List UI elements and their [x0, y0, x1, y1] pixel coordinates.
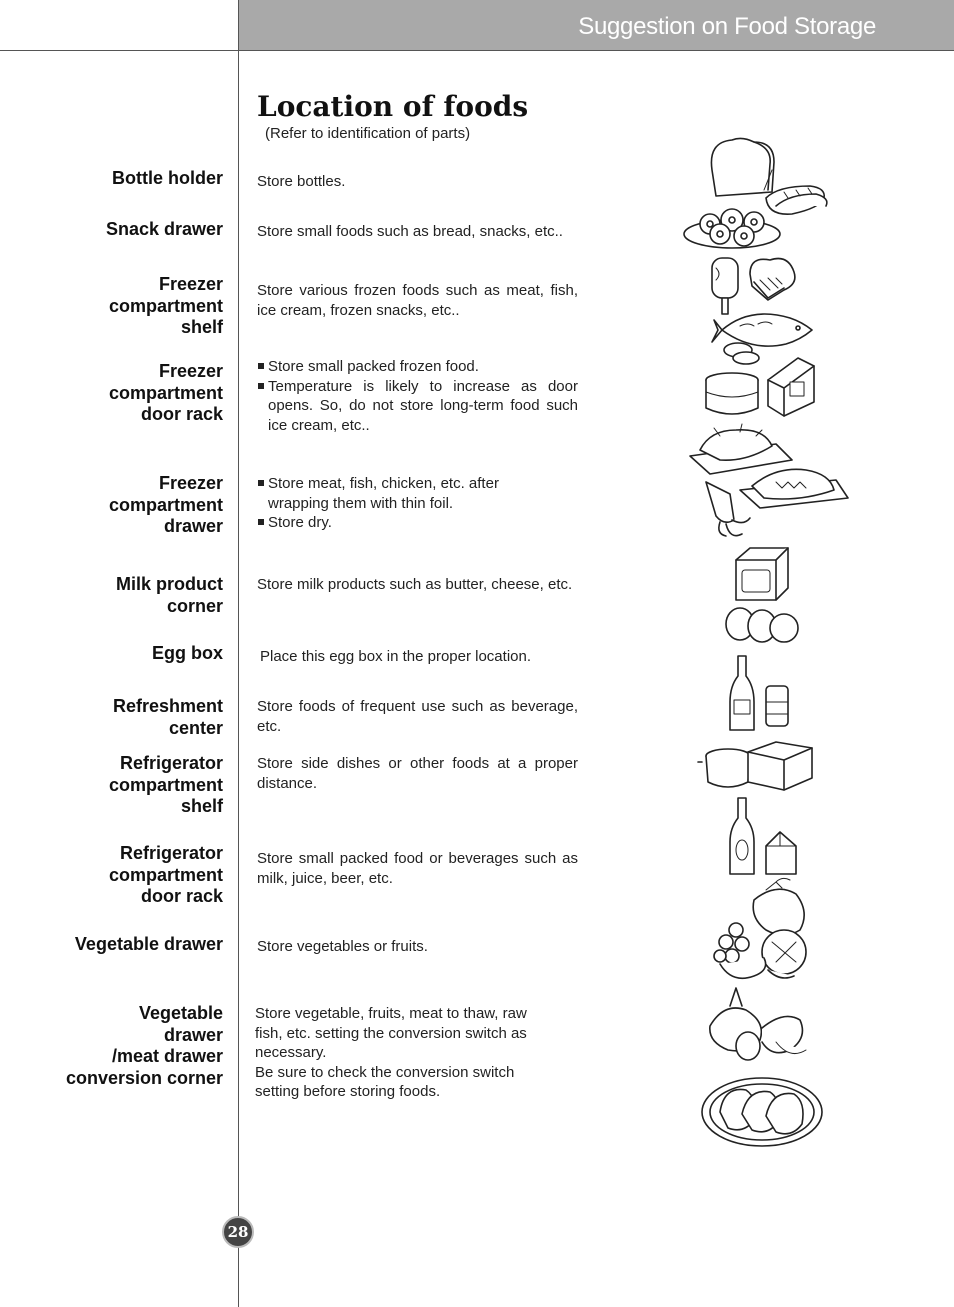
donut-plate-icon	[684, 209, 780, 248]
row-desc-refrigerator-shelf	[257, 754, 578, 793]
row-label-refrigerator-door-rack: Refrigerator compartment door rack	[108, 843, 223, 906]
row-label-snack-drawer: Snack drawer	[105, 219, 223, 239]
row-desc-milk-product-corner	[257, 575, 578, 595]
row-desc-egg-box	[260, 647, 581, 667]
desc-line: Store various frozen foods such as meat, fish, ice cream, frozen snacks, etc..	[257, 282, 578, 319]
bread-icon	[711, 138, 774, 196]
desc-line: Store small packed food or beverages such as milk, juice, beer, etc.	[257, 850, 578, 887]
bullet-item: Store meat, fish, chicken, etc. after wrapping them with thin foil.	[257, 474, 527, 513]
desc-line: Store foods of frequent use such as beverage, etc.	[257, 698, 578, 735]
row-label-freezer-shelf: Freezer compartment shelf	[108, 274, 223, 337]
desc-line: Store milk products such as butter, cheese, etc.	[257, 576, 573, 593]
food-illustrations	[680, 130, 860, 1160]
butter-icon	[736, 548, 788, 600]
food-container-icon	[748, 742, 812, 790]
row-label-refreshment-center: Refreshment center	[112, 696, 223, 738]
desc-line: Be sure to check the conversion switch setting before storing foods.	[255, 1063, 515, 1100]
row-label-milk-product-corner: Milk product corner	[116, 574, 223, 616]
baguette-icon	[766, 186, 827, 214]
bullet-item: Store dry.	[257, 513, 527, 533]
row-label-vegetable-drawer: Vegetable drawer	[74, 934, 223, 954]
page-subtitle: (Refer to identification of parts)	[265, 125, 471, 142]
header-title: Suggestion on Food Storage	[578, 13, 876, 40]
egg-icon	[726, 608, 798, 642]
desc-line: Store side dishes or other foods at a proper distance.	[257, 755, 578, 792]
ice-cream-cone-icon	[750, 259, 795, 301]
desc-line: Place this egg box in the proper location.	[260, 648, 532, 665]
row-desc-freezer-door-rack	[257, 357, 578, 435]
row-label-refrigerator-shelf: Refrigerator compartment shelf	[108, 753, 223, 816]
row-desc-refrigerator-door-rack	[257, 849, 578, 888]
row-label-bottle-holder: Bottle holder	[112, 168, 223, 188]
milk-bottle-icon	[730, 798, 754, 874]
desc-line: Store vegetable, fruits, meat to thaw, raw fish, etc. setting the conversion switch as necessary.	[255, 1005, 527, 1061]
frozen-box-icon	[768, 358, 814, 416]
row-desc-conversion-corner	[255, 1004, 555, 1102]
can-icon	[766, 686, 788, 726]
row-desc-refreshment-center	[257, 697, 578, 736]
row-desc-freezer-shelf	[257, 281, 578, 320]
milk-carton-icon	[766, 832, 796, 874]
bottle-icon	[730, 656, 754, 730]
header-rule	[0, 50, 954, 51]
row-label-freezer-door-rack: Freezer compartment door rack	[108, 361, 223, 424]
wrapped-fish-icon	[740, 469, 848, 508]
row-desc-freezer-drawer	[257, 474, 527, 533]
header-band	[239, 0, 954, 50]
desc-line: Store vegetables or fruits.	[257, 938, 428, 955]
desc-line: Store bottles.	[257, 173, 346, 190]
clam-icon	[724, 343, 759, 364]
desc-line: Store small foods such as bread, snacks, etc..	[257, 223, 563, 240]
row-label-egg-box: Egg box	[152, 643, 223, 663]
row-label-conversion-corner: Vegetable drawer /meat drawer conversion corner	[65, 1003, 223, 1088]
meat-plate-icon	[702, 1078, 822, 1146]
page-number: 28	[222, 1216, 254, 1248]
ice-cream-bar-icon	[712, 258, 738, 314]
row-desc-vegetable-drawer	[257, 937, 578, 957]
onion-garlic-icon	[710, 988, 806, 1060]
page-title: Location of foods	[257, 90, 529, 123]
row-label-freezer-drawer: Freezer compartment drawer	[108, 473, 223, 536]
bullet-item: Temperature is likely to increase as door opens. So, do not store long-term food such ice cream, etc..	[257, 377, 578, 436]
vertical-rule	[238, 0, 239, 1307]
row-desc-snack-drawer	[257, 222, 578, 242]
tin-can-icon	[706, 373, 758, 414]
wrapped-chicken-icon	[690, 424, 792, 474]
row-desc-bottle-holder	[257, 172, 578, 192]
fish-icon	[712, 314, 812, 346]
bullet-item: Store small packed frozen food.	[257, 357, 578, 377]
vegetables-fruits-icon	[714, 878, 806, 978]
